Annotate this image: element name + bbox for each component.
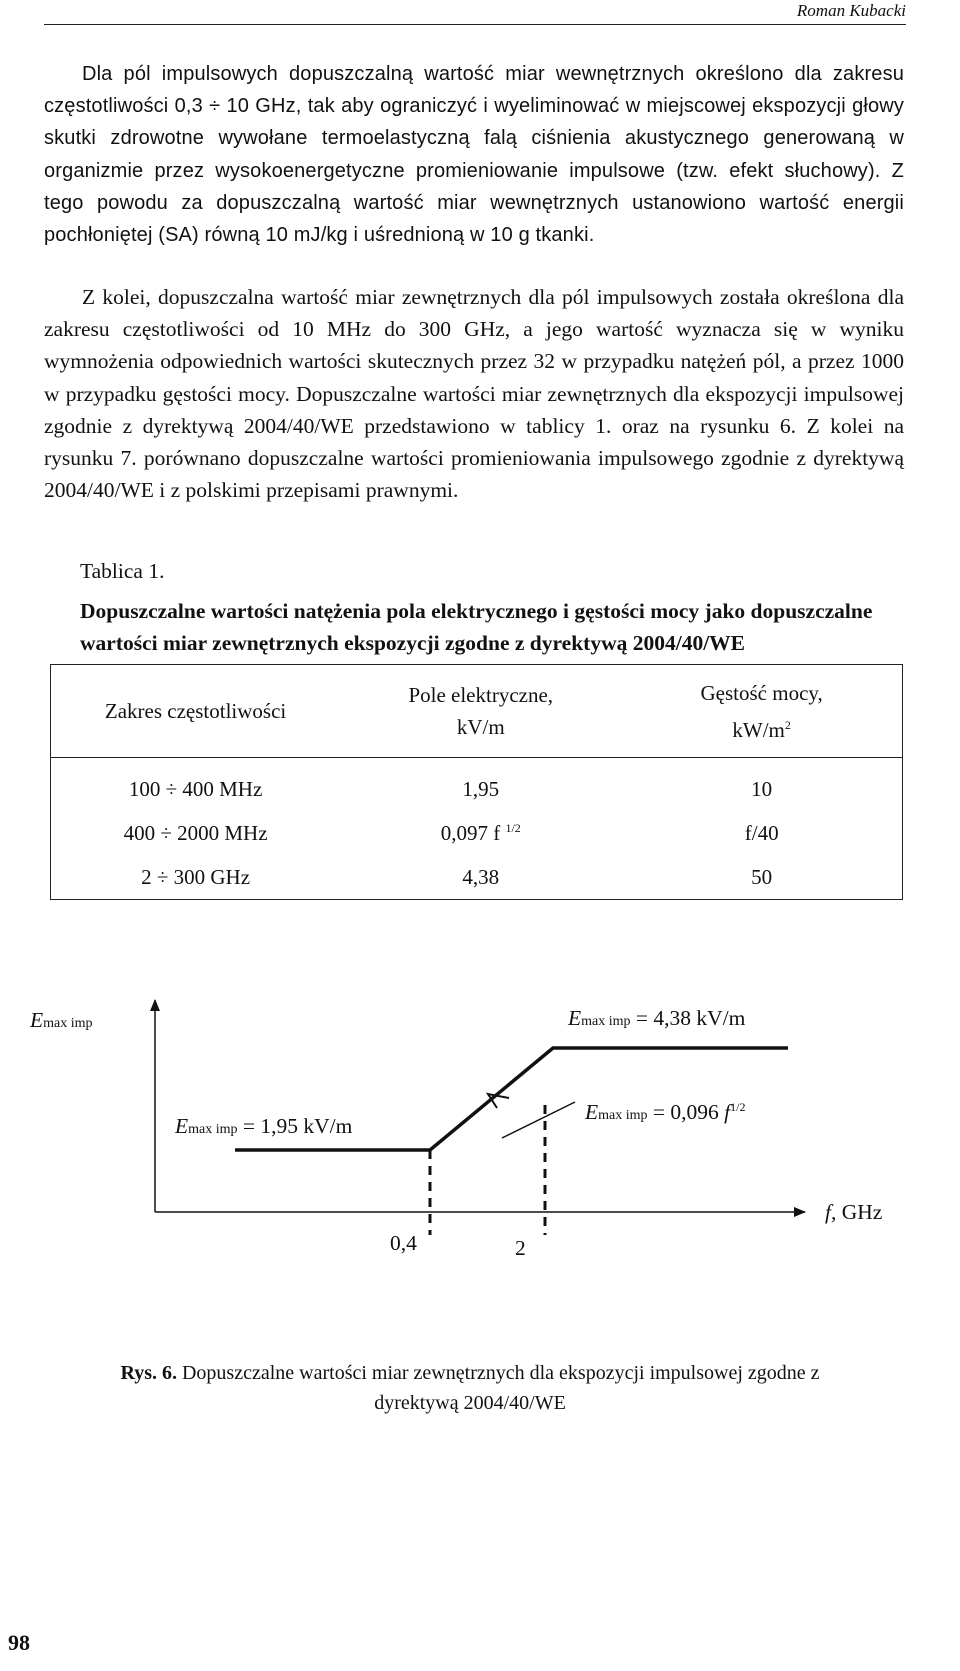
- cell-e-field: 1,95: [462, 776, 500, 801]
- cell-power: 50: [751, 864, 773, 889]
- table-row: [51, 758, 903, 812]
- annotation-high: Emax imp = 4,38 kV/m: [568, 1006, 746, 1030]
- header-author: Roman Kubacki: [796, 1, 906, 20]
- cell-e-field: 0,097 f $^{1/2}$: [440, 820, 521, 845]
- header-electric-field: Pole elektryczne, kV/m: [340, 665, 621, 758]
- annotation-mid: Emax imp = 0,096 $f^{1/2}$: [585, 1100, 746, 1124]
- table-row: [51, 811, 903, 855]
- page-number: 98: [8, 1630, 30, 1655]
- cell-power: f/40: [744, 820, 779, 845]
- limits-table: [50, 664, 903, 900]
- tick-label-2: 2: [515, 1236, 526, 1260]
- figure-caption-text: Dopuszczalne wartości miar zewnętrznych dla ekspozycji impulsowej zgodne z dyrektywą 2004/40/WE: [181, 1362, 820, 1414]
- cell-power: 10: [751, 776, 773, 801]
- figure-6: [0, 990, 960, 1290]
- annotation-low: Emax imp = 1,95 kV/m: [175, 1114, 353, 1138]
- pointer-arrow: [502, 1102, 575, 1138]
- table-label: Tablica 1.: [80, 559, 165, 583]
- x-axis-label: f, GHz: [825, 1200, 883, 1224]
- figure-caption: [80, 1358, 860, 1418]
- cell-range: 400 ÷ 2000 MHz: [123, 820, 268, 845]
- cell-range: 100 ÷ 400 MHz: [128, 776, 263, 801]
- tick-label-0-4: 0,4: [390, 1231, 417, 1255]
- cell-e-field: 4,38: [462, 864, 500, 889]
- y-axis-label: Emax imp: [30, 1008, 93, 1032]
- limit-diagram: [0, 990, 960, 1290]
- paragraph-1: Dla pól impulsowych dopuszczalną wartość miar wewnętrznych określono dla zakresu częstotliwości 0,3 ÷ 10 GHz, tak aby ograniczyć i wyeliminować w miejscowej ekspozycji głowy skutki zdrowotne wywołane termoelastyczną falą ciśnienia akustycznego generowaną w organizmie przez wysokoenergetyczne promieniowanie impulsowe (tzw. efekt słuchowy). Z tego powodu za dopuszczalną wartość miar wewnętrznych ustanowiono wartość energii pochłoniętej (SA) równą 10 mJ/kg i uśrednioną w 10 g tkanki.: [44, 63, 904, 247]
- header-frequency-range: Zakres częstotliwości: [51, 665, 341, 758]
- table-caption: Dopuszczalne wartości natężenia pola elektrycznego i gęstości mocy jako dopuszczalne wartości miar zewnętrznych ekspozycji zgodne z dyrektywą 2004/40/WE: [80, 599, 873, 655]
- cell-range: 2 ÷ 300 GHz: [141, 864, 251, 889]
- figure-caption-label: Rys. 6.: [120, 1362, 177, 1384]
- paragraph-2: Z kolei, dopuszczalna wartość miar zewnętrznych dla pól impulsowych została określona dla zakresu częstotliwości od 10 MHz do 300 GHz, a jego wartość wyznacza się w wyniku wymnożenia odpowiednich wartości skutecznych przez 32 w przypadku natężeń pól, a przez 1000 w przypadku gęstości mocy. Dopuszczalne wartości miar zewnętrznych dla ekspozycji impulsowej zgodnie z dyrektywą 2004/40/WE przedstawiono w tablicy 1. oraz na rysunku 6. Z kolei na rysunku 7. porównano dopuszczalne wartości promieniowania impulsowego zgodnie z dyrektywą 2004/40/WE i z polskimi przepisami prawnymi.: [44, 285, 904, 503]
- table-header-row: [51, 665, 903, 758]
- header-power-density: Gęstość mocy, $kW/m^2$: [621, 665, 902, 758]
- table-row: [51, 855, 903, 900]
- running-header: [44, 0, 906, 25]
